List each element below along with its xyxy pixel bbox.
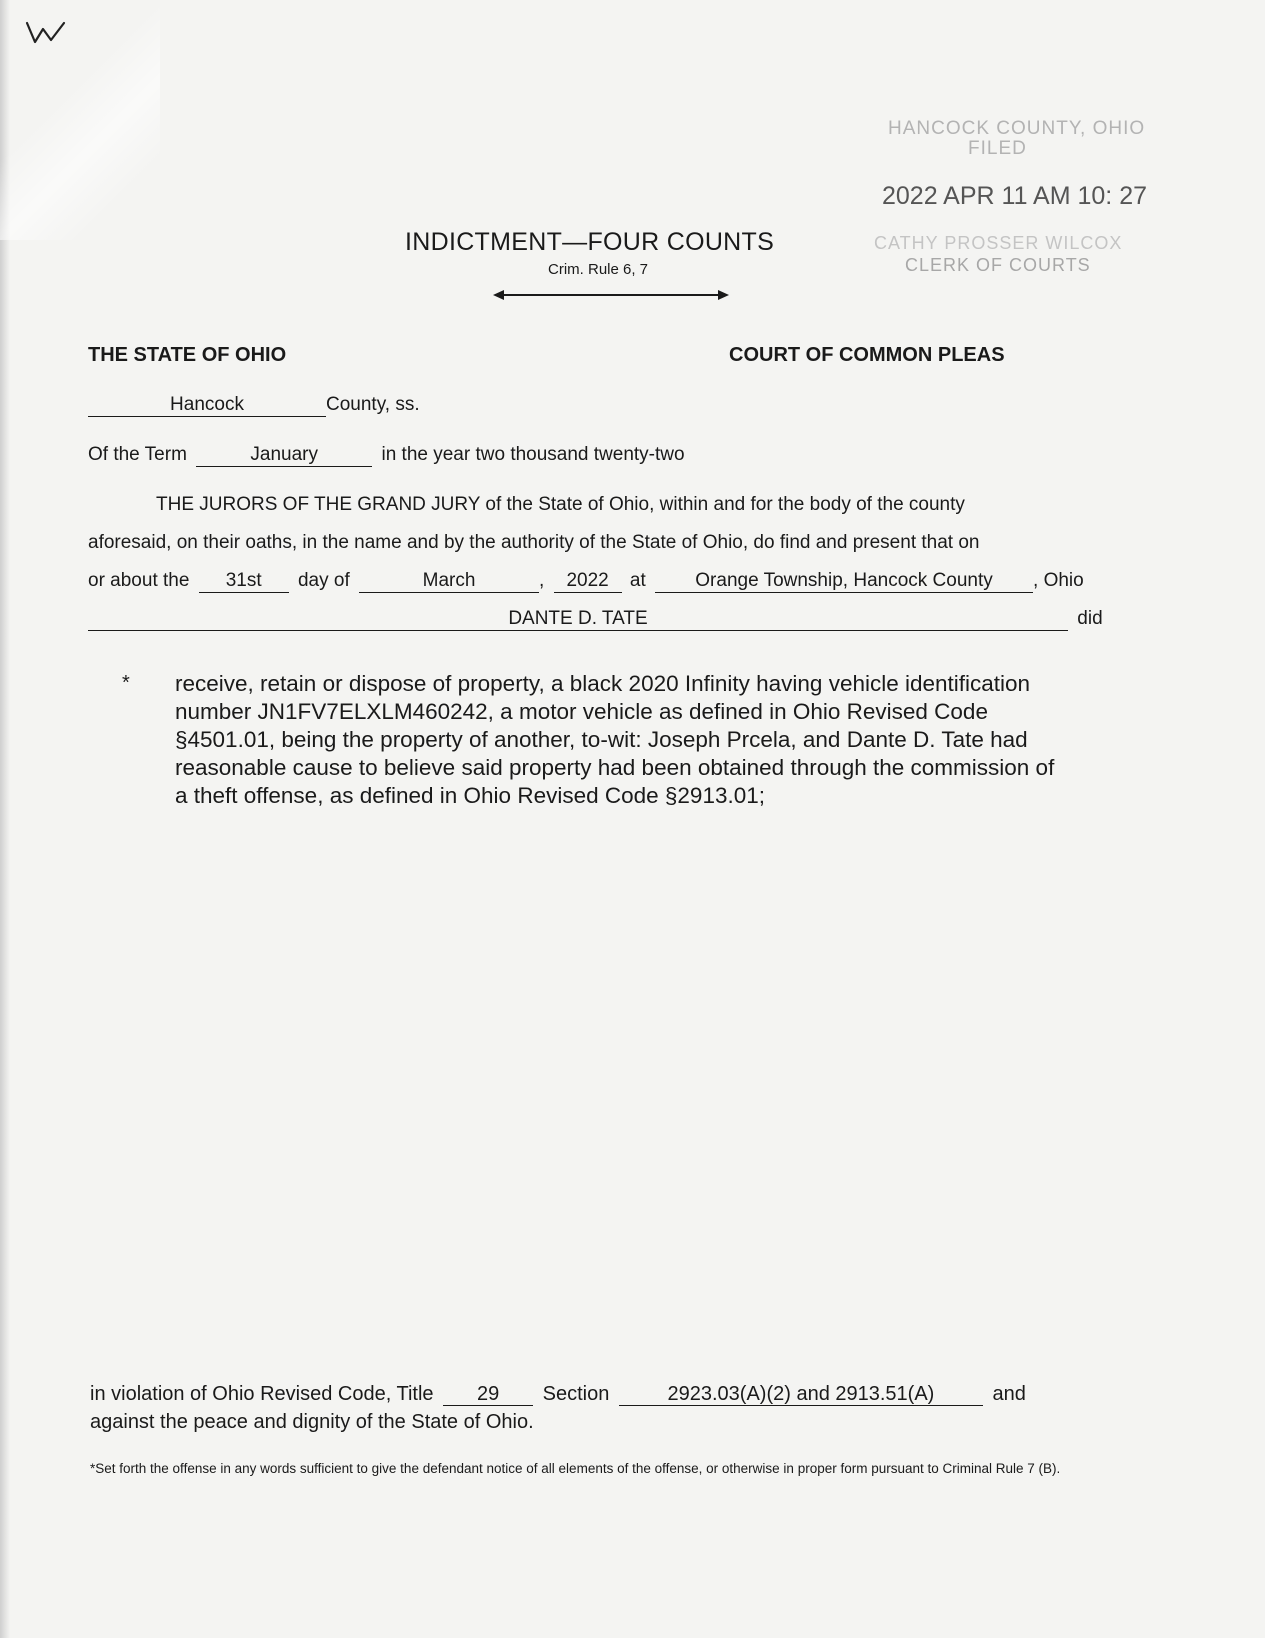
comma-label: , (539, 570, 545, 591)
title-field: 29 (443, 1383, 533, 1406)
court-heading: COURT OF COMMON PLEAS (729, 344, 1005, 366)
section-field: 2923.03(A)(2) and 2913.51(A) (619, 1383, 983, 1406)
county-field: Hancock (88, 394, 326, 417)
violation-line (90, 1383, 1026, 1406)
filing-stamp-datetime: 2022 APR 11 AM 10: 27 (882, 182, 1148, 210)
year-field: 2022 (554, 570, 622, 593)
state-heading: THE STATE OF OHIO (88, 344, 287, 366)
jurors-line-1: THE JURORS OF THE GRAND JURY of the State of Ohio, within and for the body of the county (156, 494, 965, 515)
term-year-text: in the year two thousand twenty-two (381, 444, 685, 465)
filing-stamp-clerk-title: CLERK OF COURTS (905, 255, 1091, 275)
did-label: did (1077, 608, 1103, 629)
handwritten-check-mark (24, 20, 72, 48)
term-label: Of the Term (88, 444, 187, 465)
defendant-line (88, 608, 1103, 631)
defendant-field: DANTE D. TATE (88, 608, 1068, 631)
filing-stamp-clerk-name: CATHY PROSSER WILCOX (874, 233, 1123, 253)
county-label: County, ss. (326, 394, 420, 415)
on-or-about-label: or about the (88, 570, 190, 591)
footnote: *Set forth the offense in any words sufficient to give the defendant notice of all elements of the offense, or otherwise in proper form pursuant to Criminal Rule 7 (B). (90, 1461, 1061, 1476)
jurors-line-2: aforesaid, on their oaths, in the name and by the authority of the State of Ohio, do find and present that on (88, 532, 980, 553)
day-of-label: day of (297, 570, 350, 591)
month-field: March (359, 570, 539, 593)
location-field: Orange Township, Hancock County (655, 570, 1033, 593)
peace-dignity-line: against the peace and dignity of the State of Ohio. (90, 1411, 534, 1433)
filing-stamp-filed: FILED (968, 138, 1027, 159)
ohio-label: , Ohio (1033, 570, 1084, 591)
term-field: January (196, 444, 372, 467)
term-line (88, 444, 685, 467)
county-line (88, 394, 420, 417)
count-marker: * (122, 672, 130, 694)
section-label: Section (542, 1383, 610, 1405)
document-subtitle: Crim. Rule 6, 7 (548, 261, 649, 278)
day-field: 31st (199, 570, 289, 593)
count-description: receive, retain or dispose of property, a black 2020 Infinity having vehicle identification number JN1FV7ELXLM460242, a motor vehicle as defined in Ohio Revised Code §4501.01, being the property of another, to-wit: Joseph Prcela, and Dante D. Tate had reasonable cause to believe said property had been obtained through the commission of a theft offense, as defined in Ohio Revised Code §2913.01; (175, 671, 1055, 808)
at-label: at (629, 570, 646, 591)
double-arrow-icon (493, 288, 729, 302)
violation-label: in violation of Ohio Revised Code, Title (90, 1383, 434, 1405)
date-location-line (88, 570, 1084, 593)
document-title: INDICTMENT—FOUR COUNTS (405, 228, 775, 256)
and-label: and (992, 1383, 1026, 1405)
filing-stamp-county: HANCOCK COUNTY, OHIO (888, 118, 1146, 139)
scan-edge (0, 0, 10, 1638)
